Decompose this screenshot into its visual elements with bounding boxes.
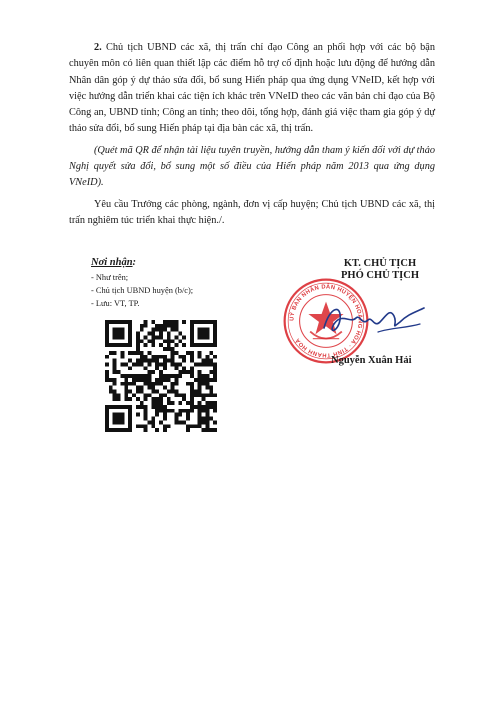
- signature-title-line1: KT. CHỦ TỊCH: [343, 258, 417, 269]
- qr-note: (Quét mã QR để nhận tài liệu tuyên truyền, hướng dẫn tham ý kiến đối với dự thảo Nghị quyết sửa đổi, bổ sung một số điều của Hiến pháp năm 2013 qua ứng dụng VNeID).: [69, 144, 435, 189]
- recipients-heading: [91, 256, 291, 270]
- handwritten-signature: [320, 298, 430, 343]
- paragraph-number: 2.: [94, 42, 102, 53]
- recipients-title-colon: :: [132, 257, 137, 268]
- document-body: [69, 40, 435, 234]
- stamp-text: UỶ BAN NHÂN DÂN HUYỆN HOÀNG HOÁ · TỈNH THANH HOÁ: [289, 284, 363, 358]
- qr-modules: [105, 320, 217, 432]
- recipient-item: - Lưu: VT, TP.: [91, 299, 140, 308]
- paragraph-2: [69, 40, 435, 138]
- recipient-item: - Như trên;: [91, 273, 129, 282]
- qr-code: [105, 320, 217, 432]
- paragraph-2-text: Chủ tịch UBND các xã, thị trấn chỉ đạo Công an phối hợp với các bộ bận chuyên môn có liên quan thiết lập các điểm hỗ trợ cố định hoặc lưu động để hướng dẫn Nhân dân góp ý dự thảo sửa đổi, bổ sung Hiến pháp qua ứng dụng VNeID, kết hợp với việc hướng dẫn triển khai các tiện ích khác trên VNeID theo các văn bản chỉ đạo của Bộ Công an, UBND tỉnh; Công an tỉnh; theo dõi, tổng hợp, đánh giá việc tham gia góp ý dự thảo sửa đổi, bổ sung Hiến pháp tại địa bàn các xã, thị trấn.: [69, 42, 435, 135]
- recipients-title: Nơi nhận: [91, 257, 133, 268]
- recipient-item: - Chủ tịch UBND huyện (b/c);: [91, 286, 194, 295]
- signature-title-line2: PHÓ CHỦ TỊCH: [341, 270, 419, 281]
- signer-name: Nguyễn Xuân Hải: [331, 355, 412, 366]
- closing-paragraph: Yêu cầu Trưởng các phòng, ngành, đơn vị cấp huyện; Chủ tịch UBND các xã, thị trấn nghiêm túc triển khai thực hiện./.: [69, 198, 435, 226]
- recipients-block: [91, 256, 291, 310]
